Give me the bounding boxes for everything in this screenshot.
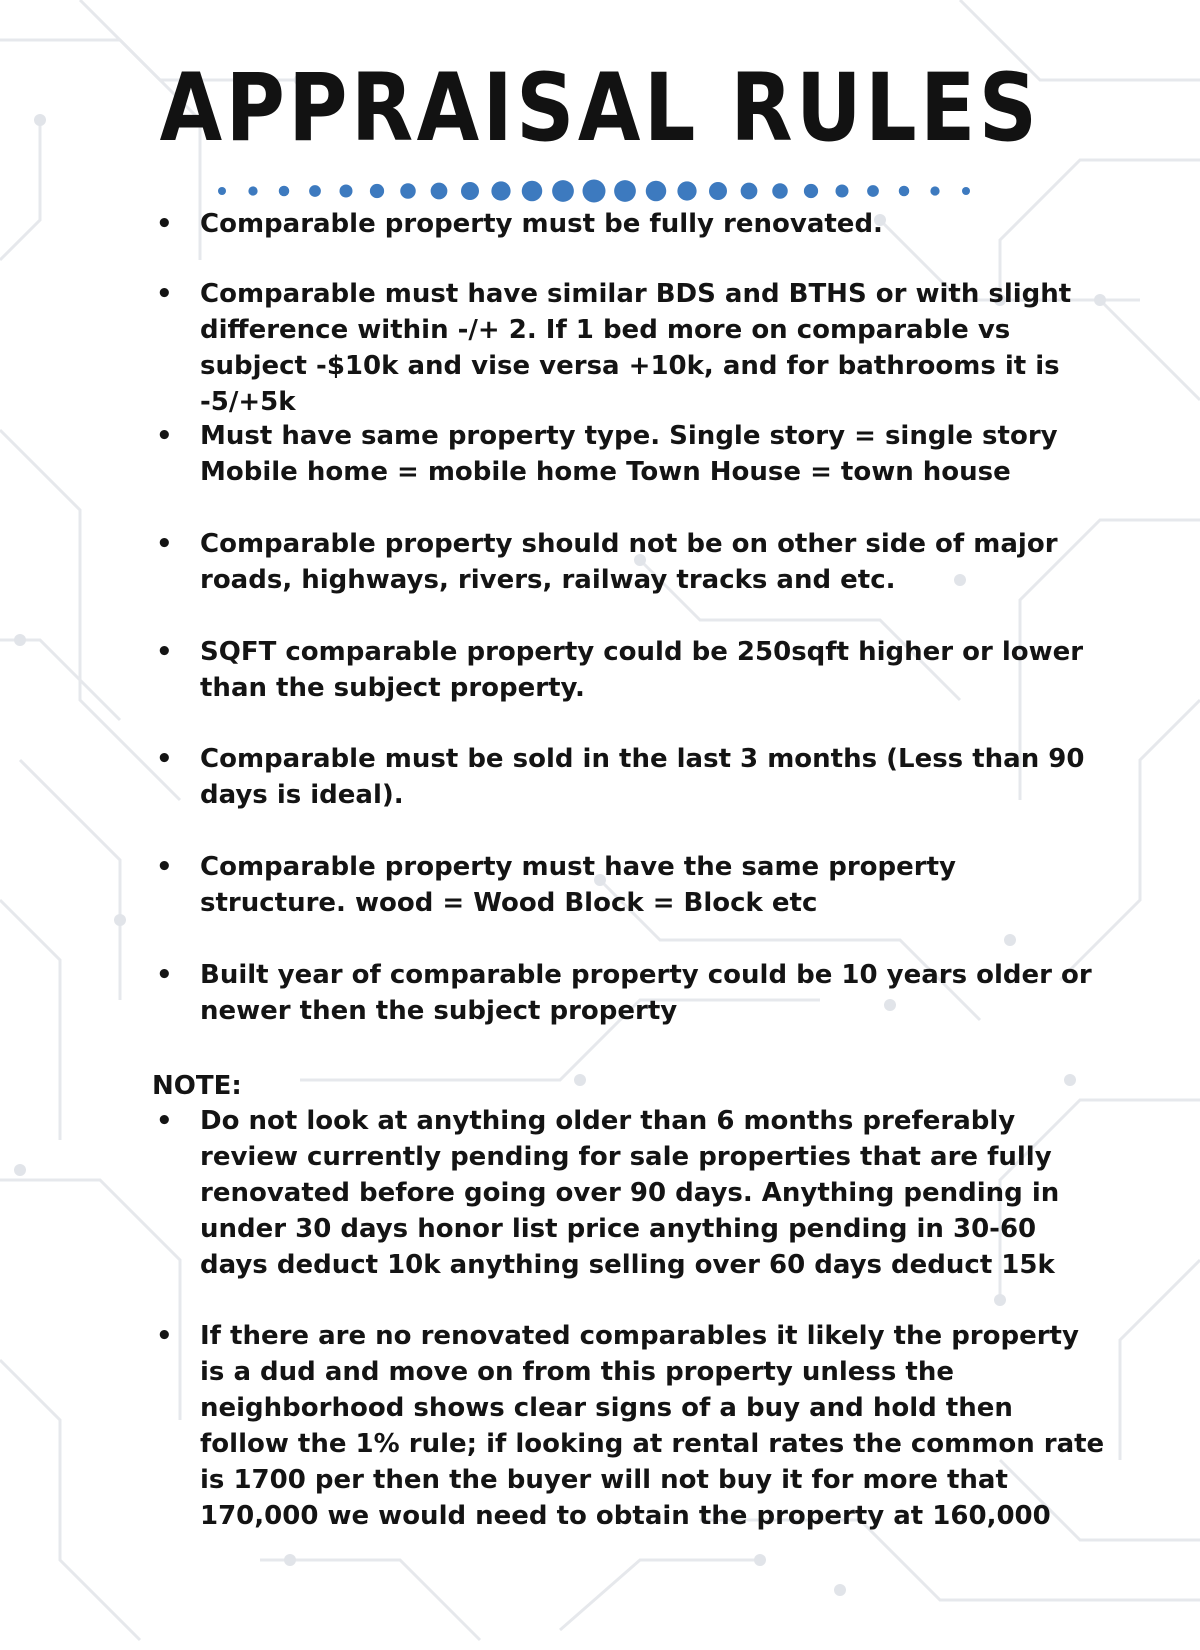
rule-item: • Must have same property type. Single story = single story Mobile home = mobile home Town House = town house [168,418,1108,490]
bullet-icon: • [156,209,173,239]
bullet-icon: • [156,852,173,882]
rule-item: • Comparable must be sold in the last 3 months (Less than 90 days is ideal). [168,741,1108,813]
rule-item: • Comparable property should not be on other side of major roads, highways, rivers, railway tracks and etc. [168,526,1108,598]
rule-item: • Comparable property must be fully renovated. [168,206,1108,242]
note-heading: NOTE: [152,1071,242,1101]
bullet-icon: • [156,279,173,309]
bullet-icon: • [156,637,173,667]
bullet-icon: • [156,421,173,451]
rule-item: • SQFT comparable property could be 250sqft higher or lower than the subject property. [168,634,1108,706]
note-item: • Do not look at anything older than 6 months preferably review currently pending for sale properties that are fully renovated before going over 90 days. Anything pending in under 30 days honor list price anything pending in 30-60 days deduct 10k anything selling over 60 days deduct 15k [168,1103,1108,1283]
bullet-icon: • [156,1321,173,1351]
bullet-icon: • [156,960,173,990]
bullet-icon: • [156,1106,173,1136]
rule-item: • Comparable must have similar BDS and BTHS or with slight difference within -/+ 2. If 1 bed more on comparable vs subject -$10k and vise versa +10k, and for bathrooms it is -5/+5k [168,276,1108,420]
rule-item: • Comparable property must have the same property structure. wood = Wood Block = Block etc [168,849,1108,921]
bullet-icon: • [156,744,173,774]
note-item: • If there are no renovated comparables it likely the property is a dud and move on from this property unless the neighborhood shows clear signs of a buy and hold then follow the 1% rule; if looking at rental rates the common rate is 1700 per then the buyer will not buy it for more that 170,000 we would need to obtain the property at 160,000 [168,1318,1108,1534]
rule-item: • Built year of comparable property could be 10 years older or newer then the subject property [168,957,1108,1029]
bullet-icon: • [156,529,173,559]
page-title: APPRAISAL RULES [159,54,1041,163]
